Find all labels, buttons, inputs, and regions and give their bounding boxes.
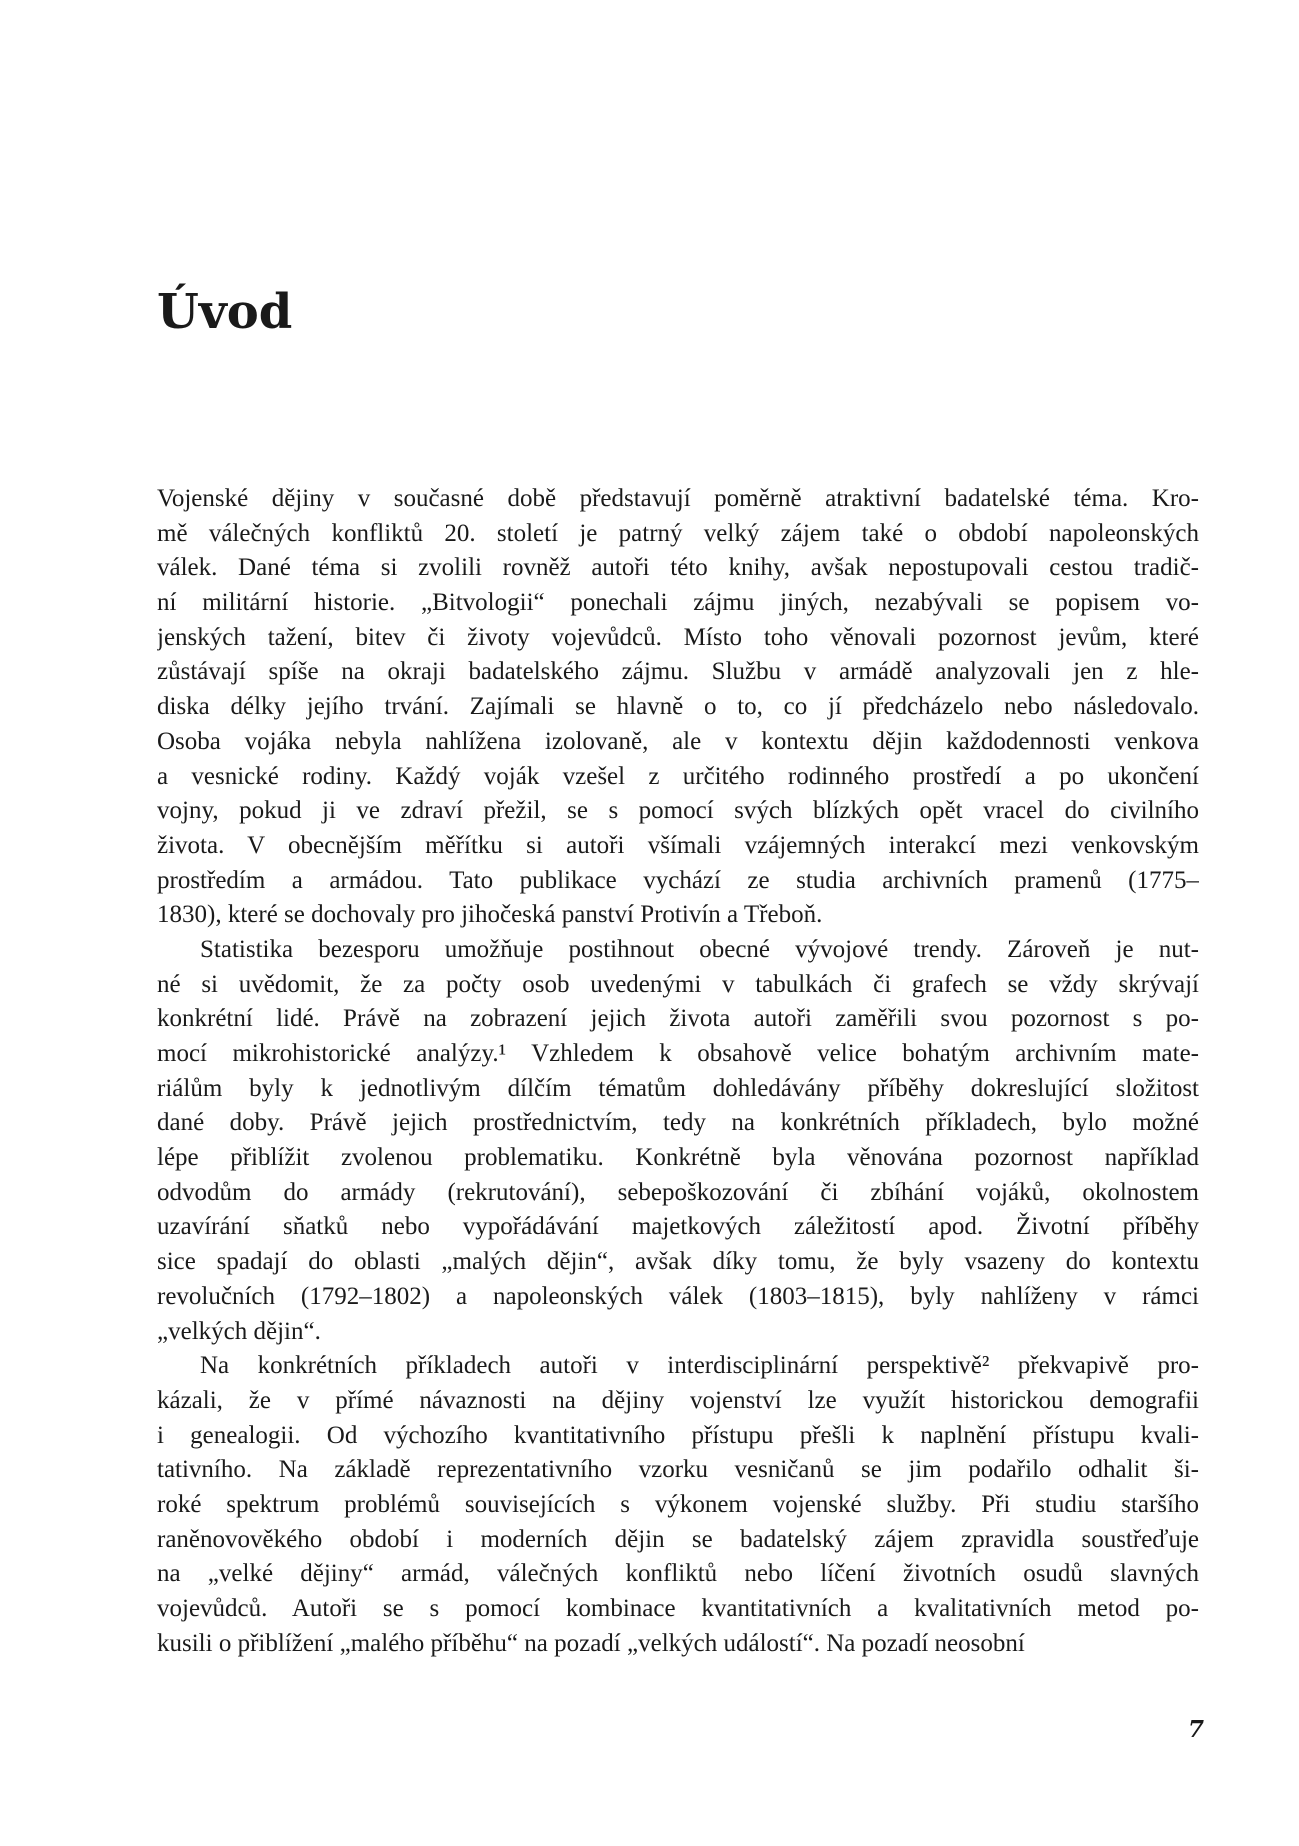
paragraph-line: i genealogii. Od výchozího kvantitativního přístupu přešli k naplnění přístupu kvali- (157, 1421, 1199, 1449)
paragraph-line: lépe přiblížit zvolenou problematiku. Konkrétně byla věnována pozornost například (157, 1144, 1199, 1172)
paragraph-line: odvodům do armády (rekrutování), sebepoškozování či zbíhání vojáků, okolnostem (157, 1178, 1199, 1206)
paragraph-line: a vesnické rodiny. Každý voják vzešel z určitého rodinného prostředí a po ukončení (157, 762, 1199, 790)
paragraph-line: roké spektrum problémů souvisejících s výkonem vojenské služby. Při studiu staršího (157, 1490, 1199, 1518)
page-number: 7 (1187, 1716, 1204, 1743)
paragraph-line: revolučních (1792–1802) a napoleonských válek (1803–1815), byly nahlíženy v rámci (157, 1282, 1199, 1310)
paragraph-line: 1830), které se dochovaly pro jihočeská panství Protivín a Třeboň. (157, 901, 823, 929)
chapter-title: Úvod (157, 284, 293, 340)
paragraph-line: diska délky jejího trvání. Zajímali se hlavně o to, co jí předcházelo nebo následovalo. (157, 693, 1199, 721)
paragraph (157, 933, 1199, 1349)
paragraph-line: zůstávají spíše na okraji badatelského zájmu. Službu v armádě analyzovali jen z hle- (157, 658, 1199, 686)
paragraph-line: mě válečných konfliktů 20. století je patrný velký zájem také o období napoleonských (157, 519, 1199, 547)
paragraph-line: uzavírání sňatků nebo vypořádávání majetkových záležitostí apod. Životní příběhy (157, 1213, 1199, 1241)
paragraph-line: riálům byly k jednotlivým dílčím tématům dohledávány příběhy dokreslující složitost (157, 1074, 1199, 1102)
paragraph-line: sice spadají do oblasti „malých dějin“, avšak díky tomu, že byly vsazeny do kontextu (157, 1248, 1199, 1276)
paragraph-line: Na konkrétních příkladech autoři v interdisciplinární perspektivě² překvapivě pro- (200, 1352, 1199, 1380)
paragraph-line: vojny, pokud ji ve zdraví přežil, se s pomocí svých blízkých opět vracel do civilního (157, 797, 1199, 825)
paragraph (157, 482, 1199, 933)
paragraph-line: mocí mikrohistorické analýzy.¹ Vzhledem k obsahově velice bohatým archivním mate- (157, 1040, 1199, 1067)
paragraph-line: kusili o přiblížení „malého příběhu“ na pozadí „velkých událostí“. Na pozadí neosobní (157, 1629, 1025, 1657)
paragraph-line: válek. Dané téma si zvolili rovněž autoři této knihy, avšak nepostupovali cestou tradič- (157, 554, 1199, 582)
paragraph-line: na „velké dějiny“ armád, válečných konfliktů nebo líčení životních osudů slavných (157, 1560, 1199, 1588)
paragraph-line: raněnovověkého období i moderních dějin se badatelský zájem zpravidla soustřeďuje (157, 1525, 1199, 1553)
paragraph-line: Statistika bezesporu umožňuje postihnout obecné vývojové trendy. Zároveň je nut- (200, 935, 1199, 963)
paragraph-line: konkrétní lidé. Právě na zobrazení jejich života autoři zaměřili svou pozornost s po- (157, 1005, 1199, 1033)
paragraph-line: tativního. Na základě reprezentativního vzorku vesničanů se jim podařilo odhalit ši- (157, 1456, 1199, 1484)
paragraph-line: né si uvědomit, že za počty osob uvedenými v tabulkách či grafech se vždy skrývají (157, 970, 1199, 998)
paragraph-line: Vojenské dějiny v současné době představují poměrně atraktivní badatelské téma. Kro- (157, 485, 1199, 512)
paragraph-line: Osoba vojáka nebyla nahlížena izolovaně, ale v kontextu dějin každodennosti venkova (157, 727, 1199, 755)
body-text (157, 482, 1199, 1661)
paragraph-line: „velkých dějin“. (157, 1317, 321, 1345)
paragraph-line: života. V obecnějším měřítku si autoři všímali vzájemných interakcí mezi venkovským (157, 831, 1199, 859)
paragraph-line: dané doby. Právě jejich prostřednictvím, tedy na konkrétních příkladech, bylo možné (157, 1109, 1199, 1137)
paragraph-line: ní militární historie. „Bitvologii“ ponechali zájmu jiných, nezabývali se popisem vo- (157, 589, 1199, 617)
paragraph-line: vojevůdců. Autoři se s pomocí kombinace kvantitativních a kvalitativních metod po- (157, 1595, 1199, 1622)
paragraph-line: kázali, že v přímé návaznosti na dějiny vojenství lze využít historickou demografii (157, 1386, 1199, 1414)
paragraph-line: prostředím a armádou. Tato publikace vychází ze studia archivních pramenů (1775– (157, 866, 1199, 894)
paragraph-line: jenských tažení, bitev či životy vojevůdců. Místo toho věnovali pozornost jevům, které (157, 623, 1199, 651)
paragraph (157, 1349, 1199, 1661)
